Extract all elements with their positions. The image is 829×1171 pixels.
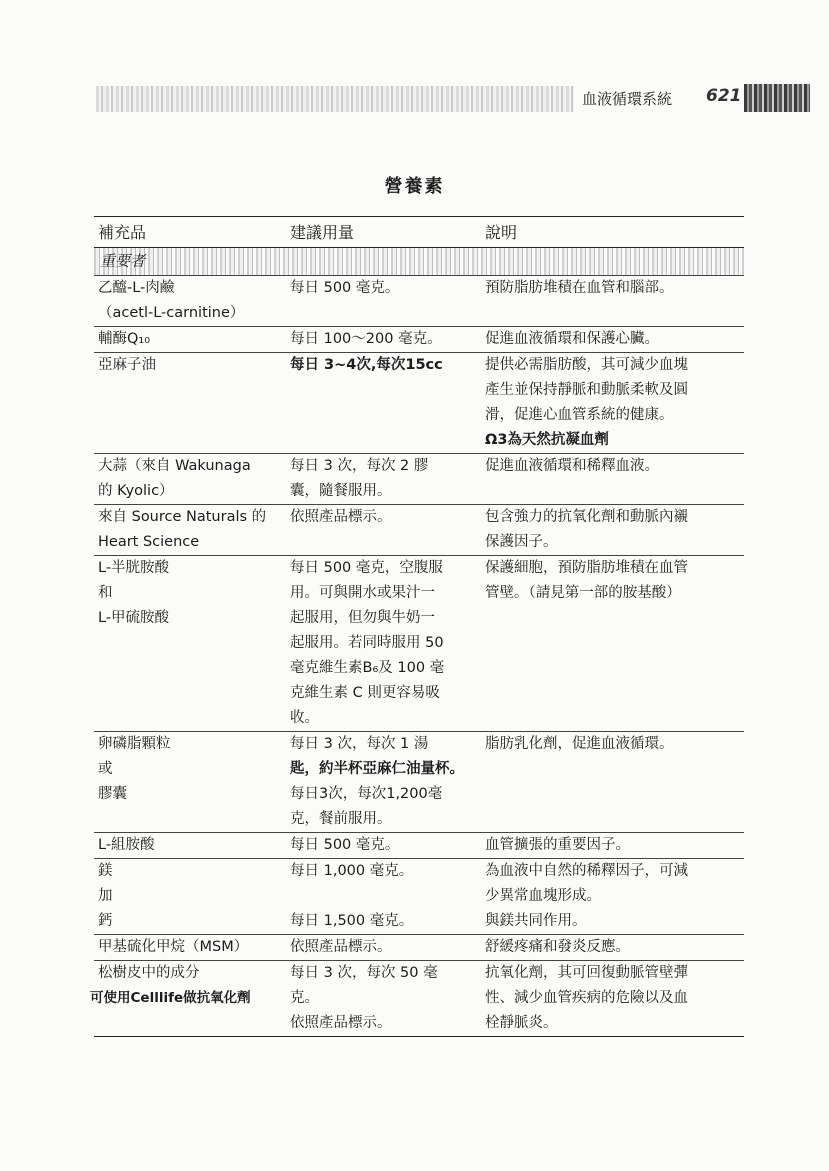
- page-number: 621: [706, 86, 742, 106]
- dosage-cell: [286, 353, 481, 454]
- dosage-cell: [286, 505, 481, 556]
- table-row: [94, 276, 744, 327]
- cell-line: Heart Science: [98, 534, 200, 550]
- description-cell: [481, 556, 744, 732]
- scan-noise-band: [96, 86, 574, 112]
- cell-line: 脂肪乳化劑，促進血液循環。: [485, 736, 674, 752]
- column-header-supplement: 補充品: [94, 217, 286, 248]
- cell-line: 甲基硫化甲烷（MSM）: [98, 939, 249, 955]
- cell-line: 依照產品標示。: [290, 939, 392, 955]
- scan-noise-block: [744, 84, 810, 112]
- table-row: [94, 327, 744, 353]
- dosage-cell: [286, 935, 481, 961]
- description-cell: [481, 353, 744, 454]
- cell-line: 保護細胞，預防脂肪堆積在血管: [485, 560, 688, 576]
- description-cell: [481, 276, 744, 327]
- cell-line: 膠囊: [98, 786, 127, 802]
- dosage-cell: [286, 556, 481, 732]
- supplement-cell: [94, 505, 286, 556]
- cell-line: 產生並保持靜脈和動脈柔軟及圓: [485, 382, 688, 398]
- cell-line: 毫克維生素B₆及 100 毫: [290, 660, 445, 676]
- cell-line: 每日 3 次，每次 2 膠: [290, 458, 429, 474]
- table-row: [94, 353, 744, 454]
- section-label: 重要者: [94, 248, 744, 276]
- cell-line: 大蒜（來自 Wakunaga: [98, 458, 251, 474]
- cell-line: 促進血液循環和保護心臟。: [485, 331, 659, 347]
- dosage-cell: [286, 859, 481, 935]
- cell-line: 少異常血塊形成。: [485, 888, 601, 904]
- dosage-cell: [286, 961, 481, 1037]
- cell-line: 和: [98, 585, 113, 601]
- table-row: [94, 454, 744, 505]
- cell-line: 的 Kyolic）: [98, 483, 174, 499]
- dosage-cell: [286, 454, 481, 505]
- section-row: [94, 248, 744, 276]
- description-cell: [481, 859, 744, 935]
- cell-line: 克，餐前服用。: [290, 811, 392, 827]
- table-row: [94, 732, 744, 833]
- cell-line: [290, 884, 477, 909]
- cell-line: 與鎂共同作用。: [485, 913, 587, 929]
- description-cell: [481, 961, 744, 1037]
- description-cell: [481, 454, 744, 505]
- supplement-cell: [94, 454, 286, 505]
- cell-line: 用。可與開水或果汁一: [290, 585, 435, 601]
- cell-line: 松樹皮中的成分: [98, 965, 200, 981]
- cell-line: 每日 500 毫克。: [290, 837, 400, 853]
- cell-line: 每日 3 次，每次 50 毫: [290, 965, 438, 981]
- supplement-cell: [94, 833, 286, 859]
- cell-line: 性、減少血管疾病的危險以及血: [485, 990, 688, 1006]
- supplement-table: [90, 216, 744, 1037]
- cell-line: 每日3次，每次1,200毫: [290, 786, 443, 802]
- page-title: 營養素: [384, 176, 445, 197]
- cell-line: 每日 500 毫克，空腹服: [290, 560, 443, 576]
- table-row: [94, 961, 744, 1037]
- cell-line: 抗氧化劑，其可回復動脈管壁彈: [485, 965, 688, 981]
- dosage-cell: [286, 327, 481, 353]
- cell-line: 克維生素 C 則更容易吸: [290, 685, 440, 701]
- cell-line: 囊，隨餐服用。: [290, 483, 392, 499]
- cell-line: 預防脂肪堆積在血管和腦部。: [485, 280, 674, 296]
- dosage-cell: [286, 732, 481, 833]
- cell-line: 每日 100～200 毫克。: [290, 331, 442, 347]
- cell-line: 依照產品標示。: [290, 1015, 392, 1031]
- cell-line: 包含強力的抗氧化劑和動脈內襯: [485, 509, 688, 525]
- column-header-dosage: 建議用量: [286, 217, 481, 248]
- cell-line: 收。: [290, 710, 319, 726]
- table-row: [94, 935, 744, 961]
- cell-line: 提供必需脂肪酸，其可減少血塊: [485, 357, 688, 373]
- cell-line: 來自 Source Naturals 的: [98, 509, 267, 525]
- cell-line: 亞麻子油: [98, 357, 156, 373]
- table-row: [94, 556, 744, 732]
- cell-line: L-組胺酸: [98, 837, 155, 853]
- cell-line: 依照產品標示。: [290, 509, 392, 525]
- cell-line: 每日 1,500 毫克。: [290, 913, 414, 929]
- cell-line: 每日 3~4次,每次15cc: [290, 357, 443, 373]
- supplement-cell: [90, 961, 286, 1037]
- description-cell: [481, 327, 744, 353]
- cell-line: 鎂: [98, 863, 113, 879]
- table-header-row: [94, 217, 744, 248]
- cell-line: L-半胱胺酸: [98, 560, 170, 576]
- cell-line: 保護因子。: [485, 534, 558, 550]
- cell-line: 乙醯-L-肉鹼: [98, 280, 175, 296]
- cell-line: 管壁。（請見第一部的胺基酸）: [485, 585, 681, 601]
- cell-line: 每日 1,000 毫克。: [290, 863, 414, 879]
- dosage-cell: [286, 276, 481, 327]
- running-head: 血液循環系統: [582, 90, 673, 108]
- supplement-cell: [94, 935, 286, 961]
- cell-line: 匙，約半杯亞麻仁油量杯。: [290, 761, 464, 777]
- supplement-cell: [94, 276, 286, 327]
- cell-line: 滑，促進心血管系統的健康。: [485, 407, 674, 423]
- cell-line: 鈣: [98, 913, 113, 929]
- cell-line: 每日 3 次，每次 1 湯: [290, 736, 429, 752]
- table-row: [94, 505, 744, 556]
- cell-line: 加: [98, 888, 113, 904]
- description-cell: [481, 833, 744, 859]
- column-header-description: 說明: [481, 217, 744, 248]
- supplement-cell: [94, 353, 286, 454]
- cell-line: 為血液中自然的稀釋因子，可減: [485, 863, 688, 879]
- description-cell: [481, 732, 744, 833]
- cell-line: 克。: [290, 990, 319, 1006]
- cell-line: 輔酶Q₁₀: [98, 331, 151, 347]
- supplement-cell: [94, 327, 286, 353]
- cell-line: 栓靜脈炎。: [485, 1015, 558, 1031]
- description-cell: [481, 935, 744, 961]
- cell-line: 舒緩疼痛和發炎反應。: [485, 939, 630, 955]
- description-cell: [481, 505, 744, 556]
- cell-line: Ω3為天然抗凝血劑: [485, 432, 609, 448]
- cell-line: 血管擴張的重要因子。: [485, 837, 630, 853]
- cell-line: 每日 500 毫克。: [290, 280, 400, 296]
- cell-line: 或: [98, 761, 113, 777]
- cell-line: 可使用Celllife做抗氧化劑: [90, 990, 251, 1006]
- supplement-cell: [94, 732, 286, 833]
- table-row: [94, 859, 744, 935]
- supplement-cell: [94, 556, 286, 732]
- cell-line: 起服用。若同時服用 50: [290, 635, 444, 651]
- table-row: [94, 833, 744, 859]
- dosage-cell: [286, 833, 481, 859]
- cell-line: 起服用，但勿與牛奶一: [290, 610, 435, 626]
- supplement-cell: [94, 859, 286, 935]
- cell-line: L-甲硫胺酸: [98, 610, 170, 626]
- cell-line: （acetl-L-carnitine）: [98, 305, 245, 321]
- cell-line: 卵磷脂顆粒: [98, 736, 171, 752]
- cell-line: 促進血液循環和稀釋血液。: [485, 458, 659, 474]
